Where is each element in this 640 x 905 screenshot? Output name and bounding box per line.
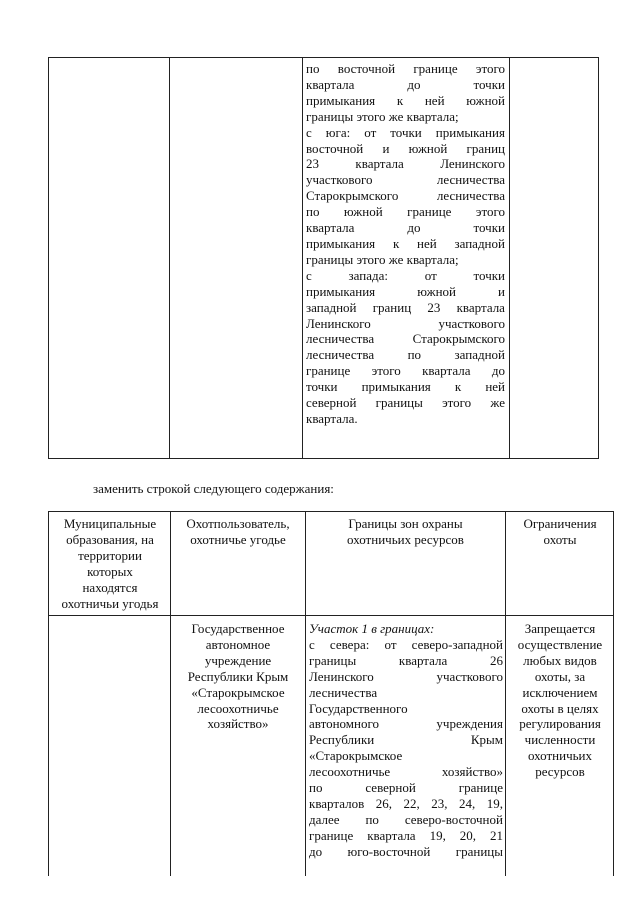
- word: 21: [490, 827, 503, 843]
- boundary-description-cell: [306, 61, 505, 427]
- word: с: [309, 636, 315, 652]
- table-top-border: [48, 511, 614, 512]
- word: 20,: [459, 827, 477, 843]
- word: 19,: [486, 795, 503, 811]
- text-line: [309, 828, 503, 844]
- column-border: [509, 57, 510, 459]
- text-line: «Старокрымское: [309, 748, 403, 764]
- text-line: [306, 236, 505, 252]
- word: примыкания: [306, 92, 376, 108]
- word: лесничества: [436, 188, 505, 204]
- word: северо-восточной: [404, 811, 503, 827]
- header-hunting-restrictions: Ограничения охоты: [523, 516, 597, 547]
- text-line: [309, 812, 503, 828]
- word: границ: [466, 140, 505, 156]
- text-line: квартала.: [306, 410, 358, 426]
- section-heading: Участок 1 в границах:: [309, 621, 435, 636]
- word: Ленинского: [309, 668, 374, 684]
- word: ней: [485, 379, 505, 395]
- header-zone-boundaries: Границы зон охраны охотничьих ресурсов: [347, 516, 464, 547]
- text-line: [306, 284, 505, 300]
- text-line: [306, 156, 505, 172]
- text-line: [309, 732, 503, 748]
- word: примыкания: [306, 235, 376, 251]
- word: с: [306, 267, 312, 283]
- word: западной: [306, 299, 357, 315]
- text-line: границы этого же квартала;: [306, 251, 459, 267]
- word: квартала: [355, 156, 404, 172]
- word: границ: [372, 299, 412, 315]
- word: до: [407, 220, 421, 236]
- hunting-zones-table: [48, 511, 614, 876]
- column-border: [169, 57, 170, 459]
- word: автономного: [309, 716, 379, 732]
- word: лесоохотничье: [309, 764, 391, 780]
- word: этого: [475, 61, 505, 76]
- word: участкового: [436, 668, 503, 684]
- text-line: [309, 780, 503, 796]
- word: точки: [390, 124, 422, 140]
- column-border: [302, 57, 303, 459]
- word: северо-западной: [411, 636, 503, 652]
- header-municipalities: Муниципальные образования, на территории которых находятся охотничьи угодья: [61, 516, 159, 611]
- column-border: [598, 57, 599, 459]
- word: до: [491, 363, 505, 379]
- word: границе: [413, 61, 458, 76]
- column-border: [48, 57, 49, 459]
- word: квартала: [367, 827, 416, 843]
- word: по: [365, 811, 379, 827]
- replacement-instruction: заменить строкой следующего содержания:: [93, 481, 334, 496]
- word: квартала: [306, 220, 355, 236]
- text-line: лесничества: [309, 684, 378, 700]
- word: Ленинского: [306, 315, 371, 331]
- word: до: [407, 76, 421, 92]
- word: по: [306, 204, 320, 220]
- word: северной: [365, 780, 416, 796]
- text-line: [306, 77, 505, 93]
- word: Республики: [309, 732, 375, 748]
- word: 19,: [429, 827, 446, 843]
- word: и: [498, 283, 505, 299]
- text-line: [309, 796, 503, 812]
- word: ней: [424, 92, 445, 108]
- word: 26: [490, 652, 503, 668]
- continuation-table: [48, 57, 599, 459]
- word: к: [392, 235, 400, 251]
- word: до: [309, 843, 323, 859]
- word: восточной: [337, 61, 396, 76]
- word: от: [384, 636, 397, 652]
- word: южной: [408, 140, 448, 156]
- word: квартала: [398, 652, 448, 668]
- text-line: [306, 204, 505, 220]
- text-line: границы этого же квартала;: [306, 108, 459, 124]
- word: южной: [466, 92, 505, 108]
- word: границе: [306, 363, 351, 379]
- text-line: [306, 379, 505, 395]
- header-hunting-user: Охотпользователь, охотничье угодье: [186, 516, 290, 547]
- word: северной: [306, 395, 357, 411]
- word: же: [490, 395, 505, 411]
- text-line: [309, 669, 503, 685]
- word: примыкания: [435, 124, 505, 140]
- column-border: [613, 511, 614, 876]
- word: южной: [343, 204, 383, 220]
- word: кварталов: [309, 795, 365, 811]
- word: точки: [473, 220, 505, 236]
- header-row-border: [48, 615, 614, 616]
- word: участкового: [438, 315, 505, 331]
- word: точки: [306, 379, 338, 395]
- word: от: [424, 267, 437, 283]
- text-line: [306, 172, 505, 188]
- text-line: [306, 395, 505, 411]
- text-line: [309, 716, 503, 732]
- word: западной: [454, 235, 505, 251]
- text-line: [306, 268, 505, 284]
- word: юго-восточной: [347, 843, 431, 859]
- word: Старокрымского: [306, 188, 399, 204]
- word: к: [454, 379, 462, 395]
- word: по: [306, 61, 320, 76]
- word: лесничества: [436, 172, 505, 188]
- word: южной: [417, 283, 456, 299]
- word: по: [407, 347, 422, 363]
- word: 23: [427, 299, 441, 315]
- column-border: [170, 511, 171, 876]
- text-line: [309, 844, 503, 860]
- text-line: [306, 141, 505, 157]
- word: точки: [473, 267, 505, 283]
- word: Старокрымского: [412, 331, 505, 347]
- word: квартала: [422, 363, 471, 379]
- word: севера:: [329, 636, 370, 652]
- cell-hunting-user: Государственное автономное учреждение Республики Крым «Старокрымское лесоохотничье хозяйство»: [187, 621, 289, 732]
- word: Крым: [470, 732, 503, 748]
- text-line: [309, 637, 503, 653]
- word: юга:: [325, 124, 351, 140]
- text-line: [306, 300, 505, 316]
- column-border: [48, 511, 49, 876]
- word: к: [396, 92, 404, 108]
- table-top-border: [48, 57, 599, 58]
- column-border: [305, 511, 306, 876]
- word: и: [382, 140, 390, 156]
- text-line: Государственного: [309, 700, 408, 716]
- word: 23,: [431, 795, 448, 811]
- text-line: [306, 363, 505, 379]
- cell-hunting-restrictions: Запрещается осуществление любых видов охоты, за исключением охоты в целях регулирования численности охотничьих ресурсов: [517, 621, 603, 780]
- text-line: [306, 316, 505, 332]
- text-line: [306, 188, 505, 204]
- word: 23: [306, 156, 319, 172]
- text-line: [309, 653, 503, 669]
- word: от: [364, 124, 377, 140]
- word: этого: [475, 204, 505, 220]
- word: границе: [458, 780, 503, 796]
- word: границе: [407, 204, 452, 220]
- word: границе: [309, 827, 354, 843]
- word: лесничества: [306, 331, 375, 347]
- word: с: [306, 124, 312, 140]
- word: хозяйство»: [441, 764, 503, 780]
- cell-zone-boundaries: [309, 621, 503, 860]
- word: этого: [442, 395, 472, 411]
- table-bottom-border: [48, 458, 599, 459]
- word: точки: [473, 76, 505, 92]
- word: 22,: [403, 795, 420, 811]
- text-line: [306, 125, 505, 141]
- text-line: [306, 220, 505, 236]
- boundary-text: [309, 637, 503, 860]
- word: запада:: [348, 267, 388, 283]
- word: примыкания: [306, 283, 376, 299]
- word: примыкания: [361, 379, 431, 395]
- word: квартала: [306, 76, 355, 92]
- word: ней: [417, 235, 437, 251]
- word: границы: [309, 652, 357, 668]
- word: восточной: [306, 140, 364, 156]
- word: участкового: [306, 172, 373, 188]
- word: квартала: [456, 299, 505, 315]
- word: границы: [455, 843, 503, 859]
- text-line: [306, 347, 505, 363]
- word: лесничества: [306, 347, 375, 363]
- word: далее: [309, 811, 340, 827]
- column-border: [505, 511, 506, 876]
- text-line: [306, 331, 505, 347]
- word: границы: [375, 395, 423, 411]
- word: 24,: [458, 795, 476, 811]
- word: западной: [454, 347, 505, 363]
- text-line: [306, 61, 505, 77]
- word: по: [309, 780, 323, 796]
- text-line: [309, 764, 503, 780]
- word: этого: [371, 363, 401, 379]
- word: 26,: [375, 795, 392, 811]
- word: учреждения: [436, 716, 503, 732]
- text-line: [306, 93, 505, 109]
- word: Ленинского: [440, 156, 505, 172]
